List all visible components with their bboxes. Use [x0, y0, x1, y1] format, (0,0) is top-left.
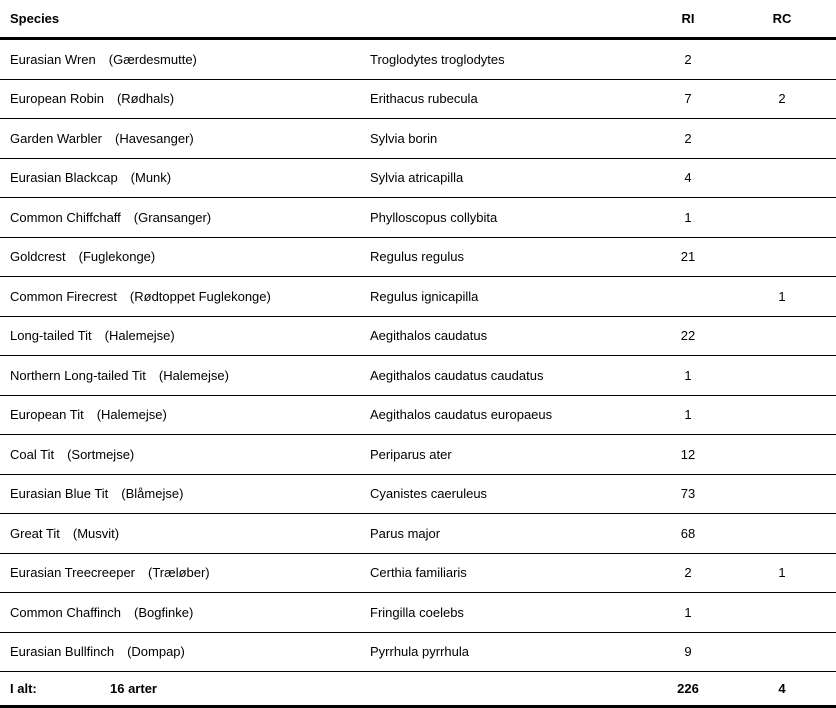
- ri-value: 21: [680, 249, 696, 265]
- danish-name: (Gransanger): [133, 209, 212, 225]
- danish-name: (Munk): [130, 170, 172, 186]
- latin-name: Pyrrhula pyrrhula: [370, 644, 469, 660]
- danish-name: (Halemejse): [104, 328, 175, 344]
- table-row: [0, 238, 836, 278]
- footer-summary: [0, 681, 370, 696]
- danish-name: (Gærdesmutte): [108, 51, 197, 67]
- ri-value: 7: [684, 91, 692, 107]
- ri-value: 1: [684, 407, 692, 423]
- species-cell: [0, 486, 370, 501]
- species-cell: [0, 249, 370, 264]
- common-name: European Tit: [10, 407, 84, 423]
- table-row: [0, 554, 836, 594]
- ri-value: 9: [684, 644, 692, 660]
- ri-value: 2: [684, 130, 692, 146]
- common-name: Garden Warbler: [10, 130, 102, 146]
- common-name: Eurasian Blue Tit: [10, 486, 109, 502]
- latin-name: Phylloscopus collybita: [370, 209, 498, 225]
- ri-value: 4: [684, 170, 692, 186]
- latin-name: Troglodytes troglodytes: [370, 51, 505, 67]
- table-row: [0, 159, 836, 199]
- header-species: Species: [10, 11, 60, 26]
- common-name: Common Firecrest: [10, 288, 117, 304]
- common-name: Goldcrest: [10, 249, 66, 265]
- danish-name: (Dompap): [127, 644, 185, 660]
- table-footer-row: [0, 672, 836, 708]
- species-cell: [0, 131, 370, 146]
- species-cell: [0, 210, 370, 225]
- danish-name: (Rødtoppet Fuglekonge): [129, 288, 271, 304]
- ri-value: 2: [684, 565, 692, 581]
- latin-name: Sylvia atricapilla: [370, 170, 464, 186]
- ri-value: 68: [680, 525, 696, 541]
- footer-total-label: I alt:: [10, 681, 37, 696]
- danish-name: (Halemejse): [158, 367, 229, 383]
- latin-name: Cyanistes caeruleus: [370, 486, 488, 502]
- species-cell: [0, 328, 370, 343]
- species-cell: [0, 170, 370, 185]
- species-cell: [0, 289, 370, 304]
- ri-value: 12: [680, 446, 696, 462]
- latin-name: Fringilla coelebs: [370, 604, 464, 620]
- ri-value: 1: [684, 209, 692, 225]
- table-row: [0, 80, 836, 120]
- footer-ri-total: 226: [677, 681, 699, 696]
- table-row: [0, 633, 836, 673]
- ri-value: 2: [684, 51, 692, 67]
- ri-value: 22: [680, 328, 696, 344]
- ri-value: 1: [684, 367, 692, 383]
- common-name: Common Chiffchaff: [10, 209, 121, 225]
- latin-name: Regulus regulus: [370, 249, 464, 265]
- ri-value: 1: [684, 604, 692, 620]
- table-row: [0, 514, 836, 554]
- rc-value: 1: [778, 565, 786, 581]
- table-header-row: [0, 0, 836, 40]
- table-row: [0, 475, 836, 515]
- table-row: [0, 277, 836, 317]
- footer-species-count: 16 arter: [110, 681, 157, 696]
- table-row: [0, 396, 836, 436]
- species-cell: [0, 447, 370, 462]
- table-body: [0, 40, 836, 672]
- rc-value: 2: [778, 91, 786, 107]
- latin-name: Aegithalos caudatus caudatus: [370, 367, 544, 383]
- species-cell: [0, 407, 370, 422]
- danish-name: (Fuglekonge): [78, 249, 156, 265]
- latin-name: Aegithalos caudatus: [370, 328, 488, 344]
- latin-name: Regulus ignicapilla: [370, 288, 479, 304]
- species-cell: [0, 526, 370, 541]
- danish-name: (Sortmejse): [67, 446, 135, 462]
- species-cell: [0, 91, 370, 106]
- latin-name: Sylvia borin: [370, 130, 438, 146]
- species-cell: [0, 52, 370, 67]
- header-ri: RI: [681, 11, 695, 26]
- latin-name: Periparus ater: [370, 446, 452, 462]
- danish-name: (Træløber): [148, 565, 210, 581]
- table-row: [0, 435, 836, 475]
- common-name: Northern Long-tailed Tit: [10, 367, 146, 383]
- footer-rc-total: 4: [778, 681, 786, 696]
- danish-name: (Blåmejse): [121, 486, 184, 502]
- common-name: Eurasian Blackcap: [10, 170, 118, 186]
- table-row: [0, 593, 836, 633]
- latin-name: Parus major: [370, 525, 441, 541]
- species-cell: [0, 644, 370, 659]
- latin-name: Erithacus rubecula: [370, 91, 478, 107]
- common-name: European Robin: [10, 91, 104, 107]
- table-row: [0, 317, 836, 357]
- species-cell: [0, 368, 370, 383]
- common-name: Great Tit: [10, 525, 60, 541]
- table-row: [0, 119, 836, 159]
- danish-name: (Musvit): [72, 525, 120, 541]
- danish-name: (Rødhals): [116, 91, 175, 107]
- common-name: Long-tailed Tit: [10, 328, 92, 344]
- header-rc: RC: [772, 11, 792, 26]
- table-row: [0, 356, 836, 396]
- common-name: Eurasian Bullfinch: [10, 644, 115, 660]
- common-name: Coal Tit: [10, 446, 55, 462]
- species-cell: [0, 605, 370, 620]
- table-row: [0, 198, 836, 238]
- danish-name: (Havesanger): [115, 130, 194, 146]
- common-name: Common Chaffinch: [10, 604, 122, 620]
- latin-name: Aegithalos caudatus europaeus: [370, 407, 553, 423]
- common-name: Eurasian Wren: [10, 51, 96, 67]
- rc-value: 1: [778, 288, 786, 304]
- danish-name: (Halemejse): [96, 407, 167, 423]
- table-row: [0, 40, 836, 80]
- species-cell: [0, 565, 370, 580]
- common-name: Eurasian Treecreeper: [10, 565, 136, 581]
- ri-value: 73: [680, 486, 696, 502]
- danish-name: (Bogfinke): [134, 604, 194, 620]
- latin-name: Certhia familiaris: [370, 565, 467, 581]
